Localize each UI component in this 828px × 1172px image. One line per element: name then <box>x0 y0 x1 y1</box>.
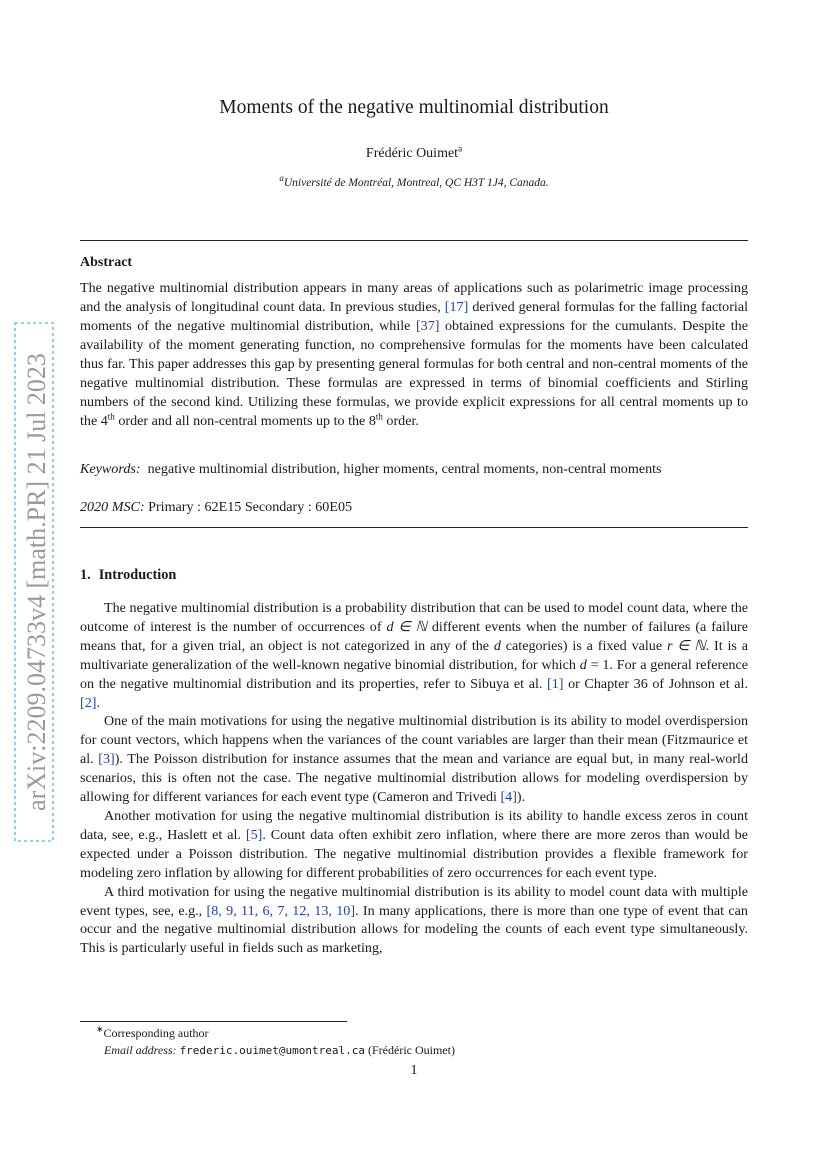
abstract-part: order and all non-central moments up to the 8 <box>114 413 376 429</box>
text-run: different events when the number of failures (a failure means that, for a given trial, an object is not categorized in any of the <box>80 618 748 654</box>
text-run: The negative multinomial distribution is a probability distribution that can be used to model count data, where the outcome of interest is the number of occurrences of <box>80 600 748 635</box>
citation-link[interactable]: [37] <box>415 318 440 334</box>
citation-link[interactable]: [4] <box>500 789 517 806</box>
keywords-text: negative multinomial distribution, higher moments, central moments, non-central moments <box>147 461 662 477</box>
top-rule <box>80 240 748 241</box>
page-number: 1 <box>410 1063 418 1078</box>
arxiv-identifier-stamp <box>14 322 54 842</box>
text-run: . It is a multivariate generalization of the well-known negative binomial distribution, for which <box>80 637 748 673</box>
section-number: 1. <box>80 567 91 583</box>
affiliation-line <box>80 173 748 189</box>
author-superscript: a <box>458 143 463 154</box>
math-inline: r ∈ ℕ <box>666 637 706 654</box>
paragraph <box>80 599 748 712</box>
text-run: Another motivation for using the negative multinomial distribution is its ability to handle excess zeros in count data, see, e.g., Haslett et al. <box>80 807 748 843</box>
citation-link[interactable]: [1] <box>547 675 564 692</box>
msc-line <box>80 498 352 517</box>
math-inline: d ∈ ℕ <box>386 618 427 635</box>
footnote-mark: ∗ <box>96 1024 104 1034</box>
math-inline: d <box>579 656 587 673</box>
footnote-email-line <box>80 1042 748 1059</box>
text-run: . In many applications, there is more than one type of event that can occur and the negative multinomial distribution allows for modeling the counts of each event type simultaneously. This is particularly useful in fields such as marketing, <box>80 902 748 957</box>
msc-text: Primary : 62E15 Secondary : 60E05 <box>148 499 353 515</box>
text-run: ). <box>516 789 526 806</box>
keywords-line <box>80 460 748 479</box>
arxiv-stamp-graphic <box>14 322 54 842</box>
arxiv-id-text: arXiv:2209.04733v4 [math.PR] 21 Jul 2023 <box>22 353 51 811</box>
email-owner: (Frédéric Ouimet) <box>368 1043 455 1057</box>
footnote-text: Corresponding author <box>103 1026 209 1040</box>
abstract-text <box>80 279 748 431</box>
text-run: ). The Poisson distribution for instance assumes that the mean and variance are equal but, in many real-world scenarios, this is often not the case. The negative multinomial distribution allows for modeling overdispersion by allowing for different variances for each event type (Cameron and Trivedi <box>80 751 749 806</box>
paper-title: Moments of the negative multinomial distribution <box>219 97 609 118</box>
ordinal-superscript: th <box>107 411 115 422</box>
ordinal-superscript: th <box>375 411 383 422</box>
abstract-part: The negative multinomial distribution appears in many areas of applications such as polarimetric image processing and the analysis of longitudinal count data. In previous studies, <box>80 280 748 315</box>
citation-link[interactable]: [8, 9, 11, 6, 7, 12, 13, 10] <box>206 902 356 919</box>
paragraph <box>80 807 748 883</box>
abstract-part: derived general formulas for the falling factorial moments of the negative multinomial distribution, while <box>80 299 748 334</box>
email-label: Email address: <box>104 1043 177 1057</box>
text-run: . <box>96 694 100 711</box>
affiliation-text: Université de Montréal, Montreal, QC H3T 1J4, Canada. <box>283 177 549 189</box>
author-line <box>80 143 748 162</box>
citation-link[interactable]: [17] <box>444 299 469 315</box>
affiliation-superscript: a <box>279 173 284 184</box>
introduction-body <box>80 599 748 958</box>
text-run: categories) is a fixed value <box>500 637 667 654</box>
abstract-part: order. <box>382 413 419 429</box>
paragraph <box>80 883 748 959</box>
section-heading <box>80 567 176 584</box>
footnote <box>80 1025 748 1059</box>
citation-link[interactable]: [3] <box>98 751 115 768</box>
citation-link[interactable]: [5] <box>245 826 263 843</box>
text-run: A third motivation for using the negative multinomial distribution is its ability to model count data with multiple event types, see, e.g., <box>80 883 748 919</box>
bottom-rule <box>80 527 748 528</box>
section-title: Introduction <box>98 567 177 583</box>
msc-label: 2020 MSC: <box>80 499 145 515</box>
text-run: or Chapter 36 of Johnson et al. <box>563 675 748 692</box>
keywords-label: Keywords: <box>80 461 141 477</box>
abstract-heading: Abstract <box>80 255 133 270</box>
author-name: Frédéric Ouimet <box>365 146 459 161</box>
text-run: . Count data often exhibit zero inflation, where there are more zeros than would be expected under a Poisson distribution. The negative multinomial distribution provides a flexible framework for modeling zero inflation by allowing for different probabilities of zero occurrences for each event type. <box>80 826 748 881</box>
text-run: One of the main motivations for using the negative multinomial distribution is its ability to model overdispersion for count vectors, which happens when the variances of the count variables are larger than their mean (Fitzmaurice et al. <box>80 713 748 768</box>
math-inline: d <box>493 637 501 654</box>
text-run: = 1. For a general reference on the negative multinomial distribution and its properties, refer to Sibuya et al. <box>80 656 748 692</box>
citation-link[interactable]: [2] <box>80 694 97 711</box>
abstract-part: obtained expressions for the cumulants. Despite the availability of the moment generating function, no comprehensive formulas for the moments have been calculated thus far. This paper addresses this gap by presenting general formulas for both central and non-central moments of the negative multinomial distribution. These formulas are expressed in terms of binomial coefficients and Stirling numbers of the second kind. Utilizing these formulas, we provide explicit expressions for all central moments up to the 4 <box>80 318 748 429</box>
email-address[interactable]: frederic.ouimet@umontreal.ca <box>179 1044 365 1057</box>
footnote-line <box>80 1025 748 1042</box>
paragraph <box>80 712 748 807</box>
footnote-rule <box>80 1021 347 1022</box>
